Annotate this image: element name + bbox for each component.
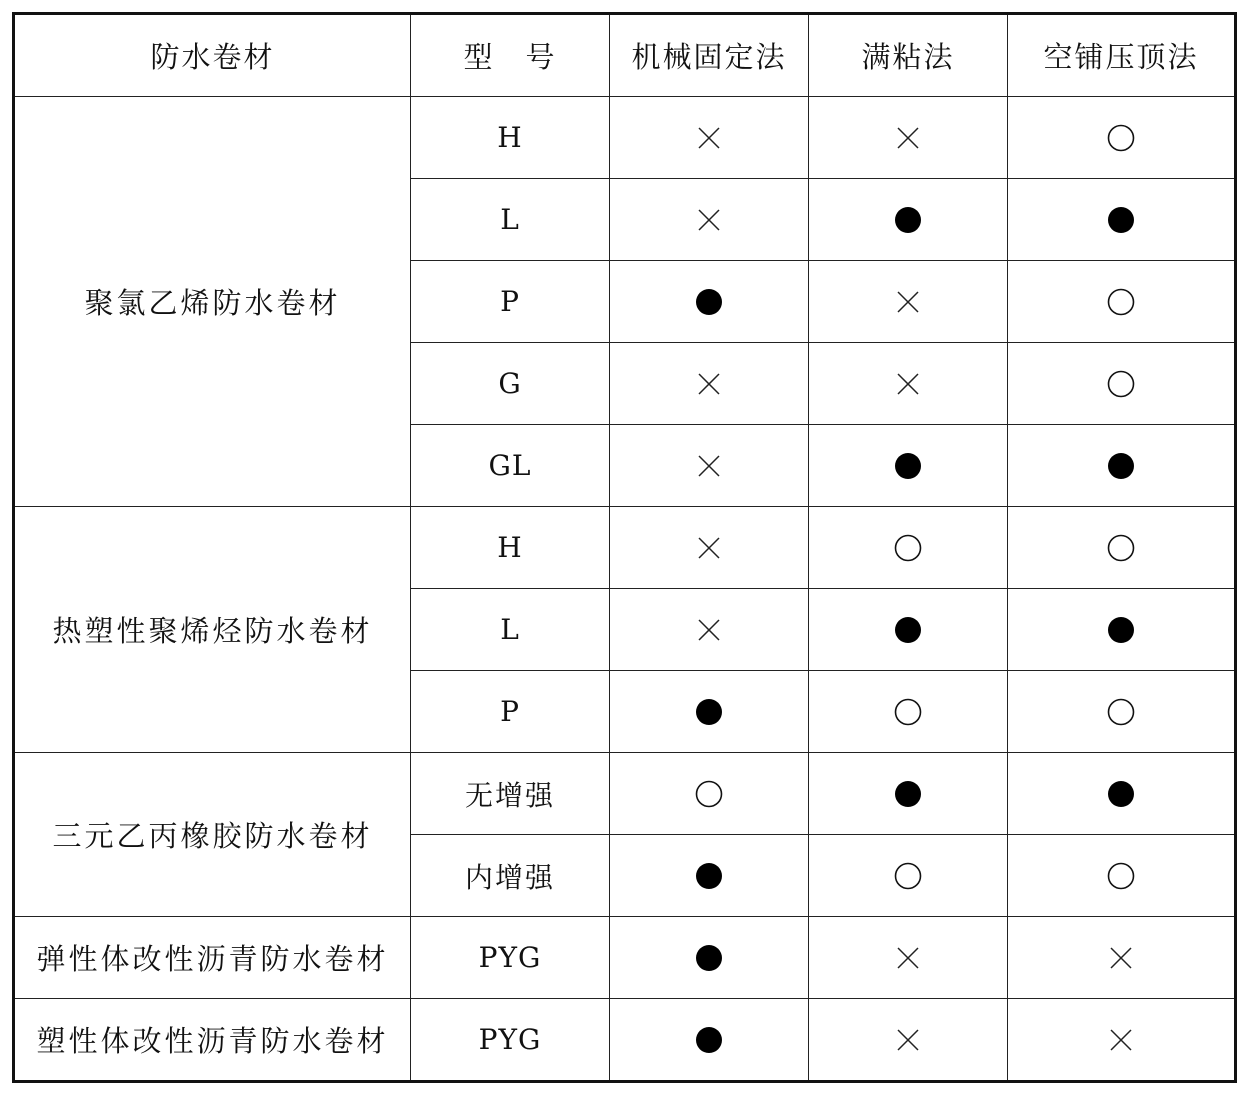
mechanical-fixing-cell (610, 999, 809, 1082)
full-bond-cell (809, 835, 1008, 917)
model-cell: P (411, 261, 610, 343)
mechanical-fixing-cell (610, 261, 809, 343)
model-cell: L (411, 589, 610, 671)
mechanical-fixing-cell (610, 97, 809, 179)
loose-laid-ballast-cell (1008, 343, 1236, 425)
material-name-cell: 热塑性聚烯烃防水卷材 (14, 507, 411, 753)
header-model: 型 号 (411, 14, 610, 97)
table-row (14, 917, 1236, 999)
full-bond-cell (809, 671, 1008, 753)
filled-circle-icon (1106, 615, 1136, 645)
loose-laid-ballast-cell (1008, 261, 1236, 343)
loose-laid-ballast-cell (1008, 589, 1236, 671)
table-row (14, 753, 1236, 835)
open-circle-icon (893, 697, 923, 727)
mechanical-fixing-cell (610, 917, 809, 999)
waterproof-membrane-table (12, 12, 1237, 1083)
cross-icon (694, 451, 724, 481)
loose-laid-ballast-cell (1008, 917, 1236, 999)
mechanical-fixing-cell (610, 425, 809, 507)
model-cell: PYG (411, 999, 610, 1082)
mechanical-fixing-cell (610, 343, 809, 425)
table-body (14, 97, 1236, 1082)
mechanical-fixing-cell (610, 507, 809, 589)
filled-circle-icon (893, 615, 923, 645)
filled-circle-icon (694, 1025, 724, 1055)
header-row (14, 14, 1236, 97)
loose-laid-ballast-cell (1008, 507, 1236, 589)
model-cell: P (411, 671, 610, 753)
filled-circle-icon (893, 451, 923, 481)
open-circle-icon (1106, 123, 1136, 153)
open-circle-icon (1106, 861, 1136, 891)
model-cell: G (411, 343, 610, 425)
filled-circle-icon (694, 697, 724, 727)
material-name-cell: 弹性体改性沥青防水卷材 (14, 917, 411, 999)
full-bond-cell (809, 261, 1008, 343)
open-circle-icon (1106, 287, 1136, 317)
table-row (14, 97, 1236, 179)
full-bond-cell (809, 97, 1008, 179)
full-bond-cell (809, 753, 1008, 835)
loose-laid-ballast-cell (1008, 835, 1236, 917)
table-row (14, 999, 1236, 1082)
loose-laid-ballast-cell (1008, 999, 1236, 1082)
full-bond-cell (809, 179, 1008, 261)
mechanical-fixing-cell (610, 589, 809, 671)
open-circle-icon (893, 861, 923, 891)
loose-laid-ballast-cell (1008, 97, 1236, 179)
loose-laid-ballast-cell (1008, 425, 1236, 507)
full-bond-cell (809, 507, 1008, 589)
open-circle-icon (694, 779, 724, 809)
model-cell: 无增强 (411, 753, 610, 835)
cross-icon (694, 205, 724, 235)
model-cell: L (411, 179, 610, 261)
filled-circle-icon (1106, 779, 1136, 809)
mechanical-fixing-cell (610, 835, 809, 917)
loose-laid-ballast-cell (1008, 179, 1236, 261)
full-bond-cell (809, 425, 1008, 507)
material-name-cell: 三元乙丙橡胶防水卷材 (14, 753, 411, 917)
mechanical-fixing-cell (610, 753, 809, 835)
open-circle-icon (893, 533, 923, 563)
cross-icon (1106, 1025, 1136, 1055)
cross-icon (893, 943, 923, 973)
table-row (14, 507, 1236, 589)
filled-circle-icon (1106, 205, 1136, 235)
loose-laid-ballast-cell (1008, 671, 1236, 753)
material-name-cell: 塑性体改性沥青防水卷材 (14, 999, 411, 1082)
cross-icon (893, 287, 923, 317)
filled-circle-icon (893, 205, 923, 235)
material-name-cell: 聚氯乙烯防水卷材 (14, 97, 411, 507)
filled-circle-icon (893, 779, 923, 809)
loose-laid-ballast-cell (1008, 753, 1236, 835)
model-cell: H (411, 507, 610, 589)
header-loose-laid-ballast: 空铺压顶法 (1008, 14, 1236, 97)
open-circle-icon (1106, 533, 1136, 563)
model-cell: 内增强 (411, 835, 610, 917)
cross-icon (694, 615, 724, 645)
cross-icon (1106, 943, 1136, 973)
cross-icon (893, 369, 923, 399)
cross-icon (893, 1025, 923, 1055)
model-cell: GL (411, 425, 610, 507)
header-mechanical-fixing: 机械固定法 (610, 14, 809, 97)
mechanical-fixing-cell (610, 179, 809, 261)
full-bond-cell (809, 917, 1008, 999)
full-bond-cell (809, 999, 1008, 1082)
filled-circle-icon (694, 287, 724, 317)
mechanical-fixing-cell (610, 671, 809, 753)
header-material: 防水卷材 (14, 14, 411, 97)
open-circle-icon (1106, 369, 1136, 399)
filled-circle-icon (694, 943, 724, 973)
filled-circle-icon (1106, 451, 1136, 481)
filled-circle-icon (694, 861, 724, 891)
model-cell: H (411, 97, 610, 179)
open-circle-icon (1106, 697, 1136, 727)
full-bond-cell (809, 589, 1008, 671)
cross-icon (893, 123, 923, 153)
full-bond-cell (809, 343, 1008, 425)
header-full-bond: 满粘法 (809, 14, 1008, 97)
model-cell: PYG (411, 917, 610, 999)
cross-icon (694, 533, 724, 563)
cross-icon (694, 369, 724, 399)
cross-icon (694, 123, 724, 153)
